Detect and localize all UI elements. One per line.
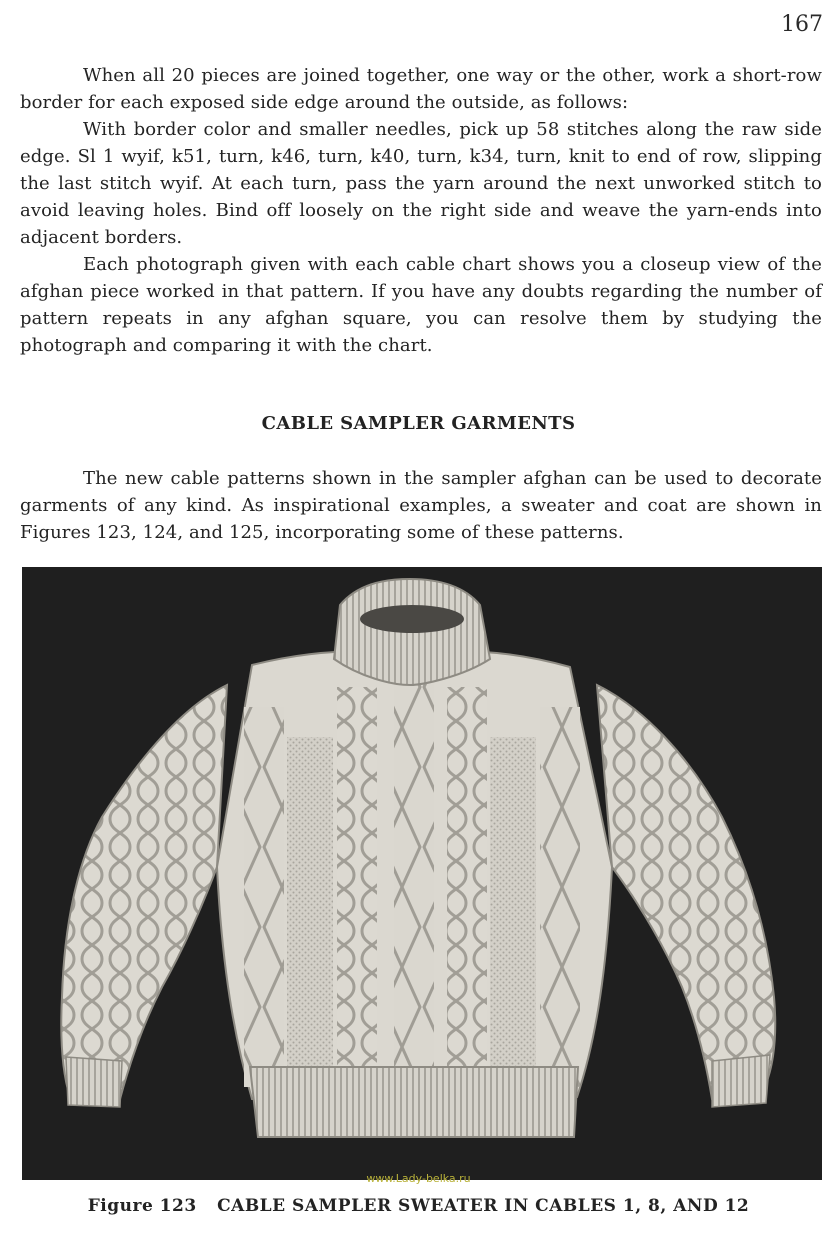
paragraph-joining: When all 20 pieces are joined together, one way or the other, work a short-row border for each exposed side edge around the outside, as follows: — [20, 65, 822, 113]
cable-panel-4 — [447, 687, 487, 1087]
page-number: 167 — [781, 12, 823, 37]
turtleneck-opening — [360, 605, 464, 633]
figure-title: CABLE SAMPLER SWEATER IN CABLES 1, 8, AND 12 — [217, 1196, 750, 1216]
paragraph-border-instructions: With border color and smaller needles, pick up 58 stitches along the raw side edge. Sl 1 wyif, k51, turn, k46, turn, k40, turn, k34, turn, knit to end of row, slipping the last stitch wyif. At each turn, pass the yarn around the next unworked stitch to avoid leaving holes. Bind off loosely on the right side and weave the yarn-ends into adjacent borders. — [20, 119, 822, 248]
watermark: www.Lady-belka.ru — [366, 1172, 471, 1185]
seed-panel-left — [287, 737, 333, 1087]
paragraph-photograph-note: Each photograph given with each cable chart shows you a closeup view of the afghan piece worked in that pattern. If you have any doubts regarding the number of pattern repeats in any afghan square, you can resolve them by studying the photograph and comparing it with the chart. — [20, 254, 822, 356]
intro-text-block — [20, 62, 822, 359]
cable-panel-2 — [337, 687, 377, 1087]
figure-label: Figure 123 — [87, 1196, 197, 1216]
section-heading: CABLE SAMPLER GARMENTS — [261, 413, 576, 434]
left-sleeve — [61, 685, 227, 1099]
right-cuff — [712, 1055, 770, 1107]
waistband — [250, 1067, 578, 1137]
paragraph-garments-intro: The new cable patterns shown in the sampler afghan can be used to decorate garments of any kind. As inspirational examples, a sweater and coat are shown in Figures 123, 124, and 125, incorporating some of these patterns. — [20, 468, 822, 543]
right-sleeve — [597, 685, 775, 1099]
cable-panel-5 — [540, 707, 580, 1087]
garments-text-block — [20, 465, 822, 546]
left-cuff — [66, 1057, 122, 1107]
sweater-photograph — [22, 567, 822, 1180]
cable-panel-3 — [394, 677, 434, 1087]
seed-panel-right — [490, 737, 536, 1087]
cable-panel-1 — [244, 707, 284, 1087]
sweater-illustration — [22, 567, 822, 1180]
figure-caption — [0, 1196, 837, 1216]
